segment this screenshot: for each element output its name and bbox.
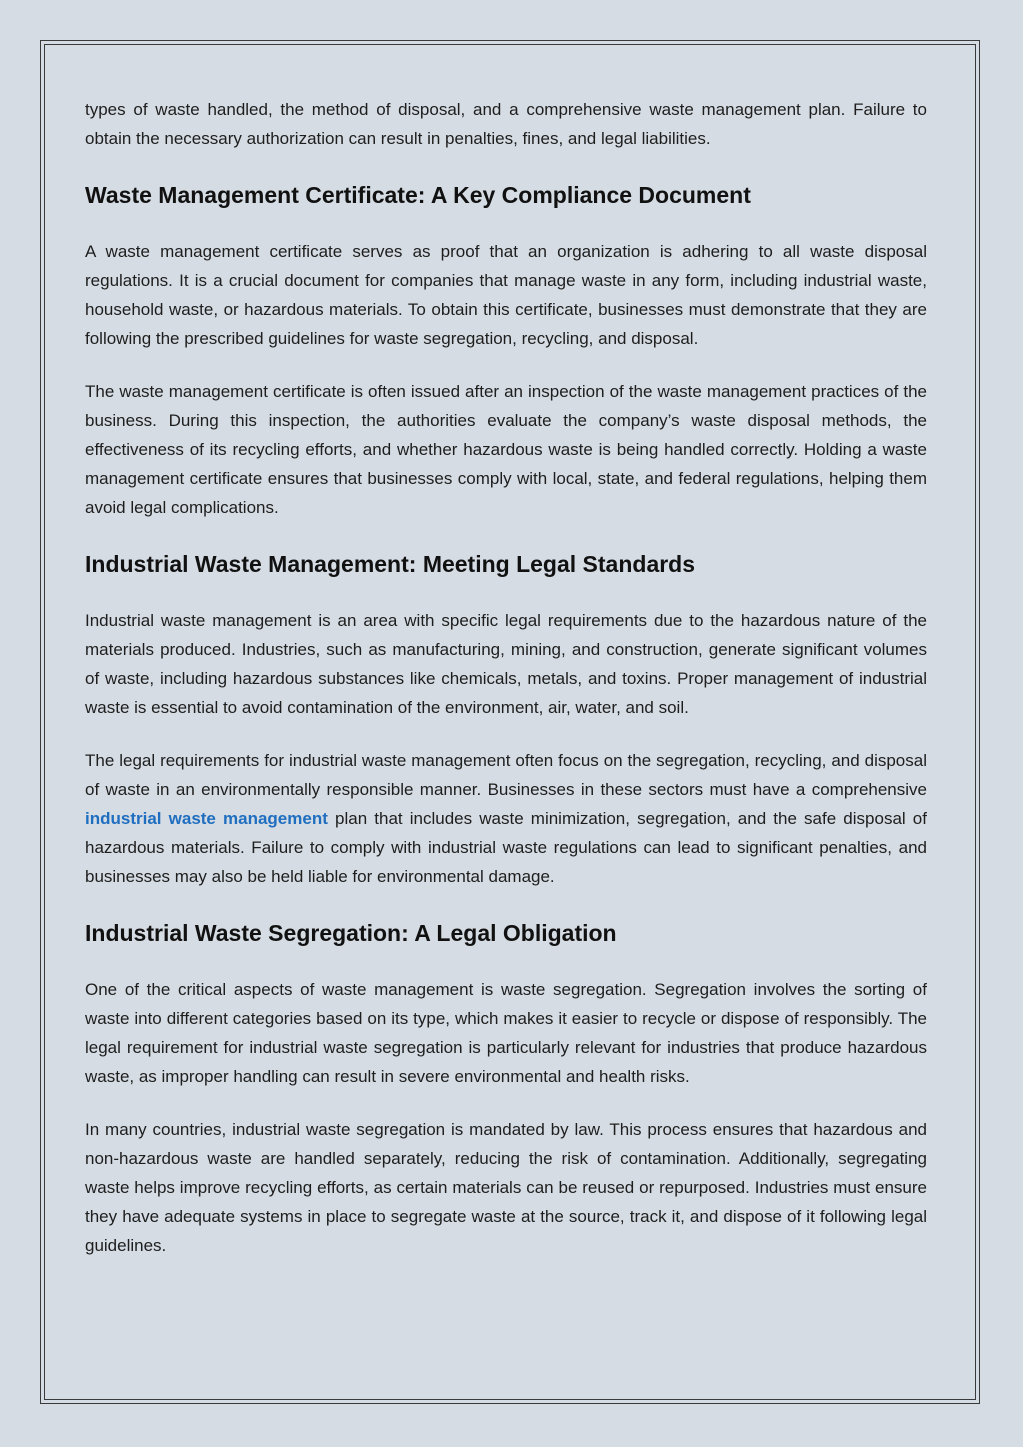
intro-paragraph: types of waste handled, the method of disposal, and a comprehensive waste management plan. Failure to obtain the necessary authorization can result in penalties, fines, and legal liabilities. [85,100,927,148]
industrial-waste-management-link[interactable]: industrial waste management [85,809,328,828]
section-heading-certificate: Waste Management Certificate: A Key Compliance Document [85,182,751,208]
paragraph-text-after-link: plan that includes waste minimization, segregation, and the safe disposal of hazardous materials. Failure to comply with industrial waste regulations can lead to significant penalties, and businesses may also be held liable for environmental damage. [85,809,927,886]
paragraph-text-before-link: The legal requirements for industrial waste management often focus on the segregation, recycling, and disposal of waste in an environmentally responsible manner. Businesses in these sectors must have a comprehensive [85,751,927,799]
industrial-management-paragraph-2 [85,746,927,891]
section-heading-segregation: Industrial Waste Segregation: A Legal Obligation [85,920,617,946]
certificate-paragraph-2: The waste management certificate is often issued after an inspection of the waste management practices of the business. During this inspection, the authorities evaluate the company’s waste disposal methods, the effectiveness of its recycling efforts, and whether hazardous waste is being handled correctly. Holding a waste management certificate ensures that businesses comply with local, state, and federal regulations, helping them avoid legal complications. [85,382,927,517]
segregation-paragraph-1: One of the critical aspects of waste management is waste segregation. Segregation involves the sorting of waste into different categories based on its type, which makes it easier to recycle or dispose of responsibly. The legal requirement for industrial waste segregation is particularly relevant for industries that produce hazardous waste, as improper handling can result in severe environmental and health risks. [85,980,927,1086]
section-heading-industrial-management: Industrial Waste Management: Meeting Legal Standards [85,551,696,577]
industrial-management-paragraph-1: Industrial waste management is an area with specific legal requirements due to the hazardous nature of the materials produced. Industries, such as manufacturing, mining, and construction, generate significant volumes of waste, including hazardous substances like chemicals, metals, and toxins. Proper management of industrial waste is essential to avoid contamination of the environment, air, water, and soil. [85,611,927,717]
segregation-paragraph-2: In many countries, industrial waste segregation is mandated by law. This process ensures that hazardous and non-hazardous waste are handled separately, reducing the risk of contamination. Additionally, segregating waste helps improve recycling efforts, as certain materials can be reused or repurposed. Industries must ensure they have adequate systems in place to segregate waste at the source, track it, and dispose of it following legal guidelines. [85,1120,927,1255]
document-body [85,95,927,1260]
certificate-paragraph-1: A waste management certificate serves as proof that an organization is adhering to all waste disposal regulations. It is a crucial document for companies that manage waste in any form, including industrial waste, household waste, or hazardous materials. To obtain this certificate, businesses must demonstrate that they are following the prescribed guidelines for waste segregation, recycling, and disposal. [85,242,927,348]
